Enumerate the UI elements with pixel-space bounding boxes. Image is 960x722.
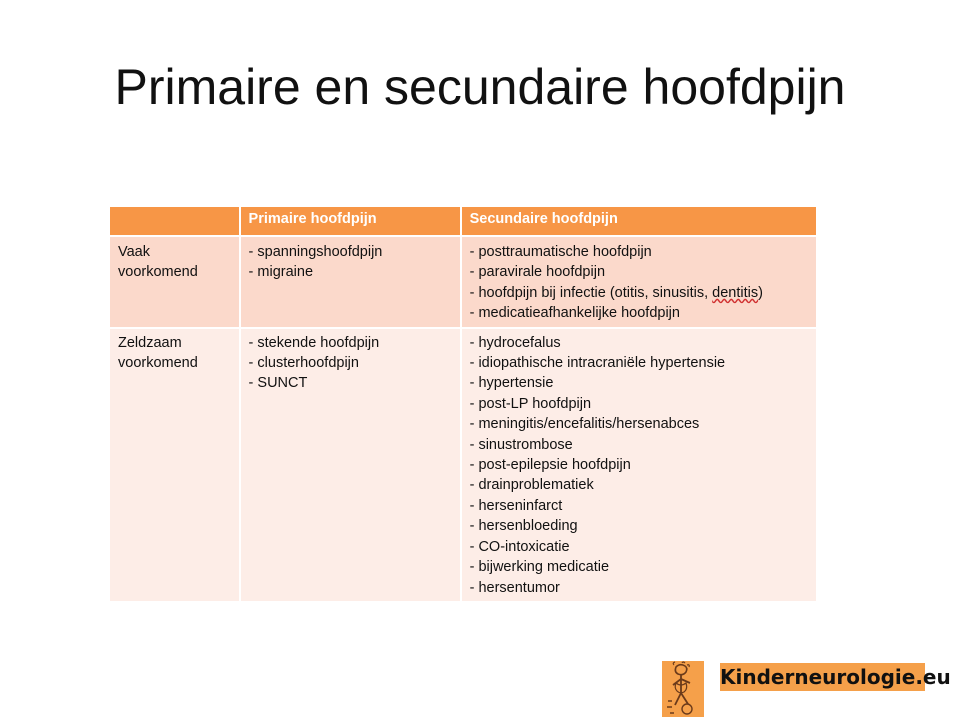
slide-title: Primaire en secundaire hoofdpijn — [114, 59, 846, 115]
list-item: - medicatieafhankelijke hoofdpijn — [469, 305, 680, 322]
primary-list-rare — [240, 328, 461, 602]
list-item: - stekende hoofdpijn — [248, 334, 380, 351]
secondary-list-rare — [461, 328, 817, 602]
list-item: - idiopathische intracraniële hypertensie — [469, 355, 726, 372]
primary-list-common — [240, 236, 461, 328]
row-label-rare — [109, 328, 240, 602]
list-item: - posttraumatische hoofdpijn — [469, 244, 652, 260]
list-item: - drainproblematiek — [469, 477, 594, 494]
header-secondary: Secundaire hoofdpijn — [461, 206, 817, 236]
list-item: - hersenbloeding — [469, 518, 578, 535]
row-label-line: Zeldzaam — [118, 334, 182, 351]
list-item: - hoofdpijn bij infectie (otitis, sinusitis, dentitis) — [469, 284, 763, 301]
list-item: - post-LP hoofdpijn — [469, 395, 592, 412]
spellcheck-word: dentitis — [712, 284, 759, 301]
list-item: - hydrocefalus — [469, 334, 561, 351]
logo-text: Kinderneurologie.eu — [720, 665, 951, 689]
list-item: - hypertensie — [469, 375, 554, 392]
header-primary: Primaire hoofdpijn — [240, 206, 461, 236]
child-figure-icon — [662, 661, 704, 717]
row-label-line: voorkomend — [118, 264, 198, 281]
row-label-common — [109, 236, 240, 328]
table-header-row — [109, 206, 817, 236]
list-item: - sinustrombose — [469, 436, 573, 453]
list-item: - paravirale hoofdpijn — [469, 264, 606, 281]
list-item: - migraine — [248, 264, 314, 281]
row-label-line: voorkomend — [118, 355, 198, 372]
list-item: - hersentumor — [469, 579, 560, 596]
list-item: - spanningshoofdpijn — [248, 244, 383, 260]
list-item: - bijwerking medicatie — [469, 559, 610, 576]
row-label-line: Vaak — [118, 244, 150, 260]
list-item: - herseninfarct — [469, 497, 563, 514]
headache-table — [108, 205, 818, 603]
table-row-common — [109, 236, 817, 328]
header-empty-cell — [109, 206, 240, 236]
table-row-rare — [109, 328, 817, 602]
list-item: - meningitis/encefalitis/hersenabces — [469, 416, 700, 433]
child-figure-drawing — [662, 661, 704, 717]
list-item: - post-epilepsie hoofdpijn — [469, 457, 631, 474]
list-item: - SUNCT — [248, 375, 308, 392]
list-item: - clusterhoofdpijn — [248, 355, 359, 372]
secondary-list-common — [461, 236, 817, 328]
logo — [662, 661, 951, 717]
list-item: - CO-intoxicatie — [469, 538, 570, 555]
